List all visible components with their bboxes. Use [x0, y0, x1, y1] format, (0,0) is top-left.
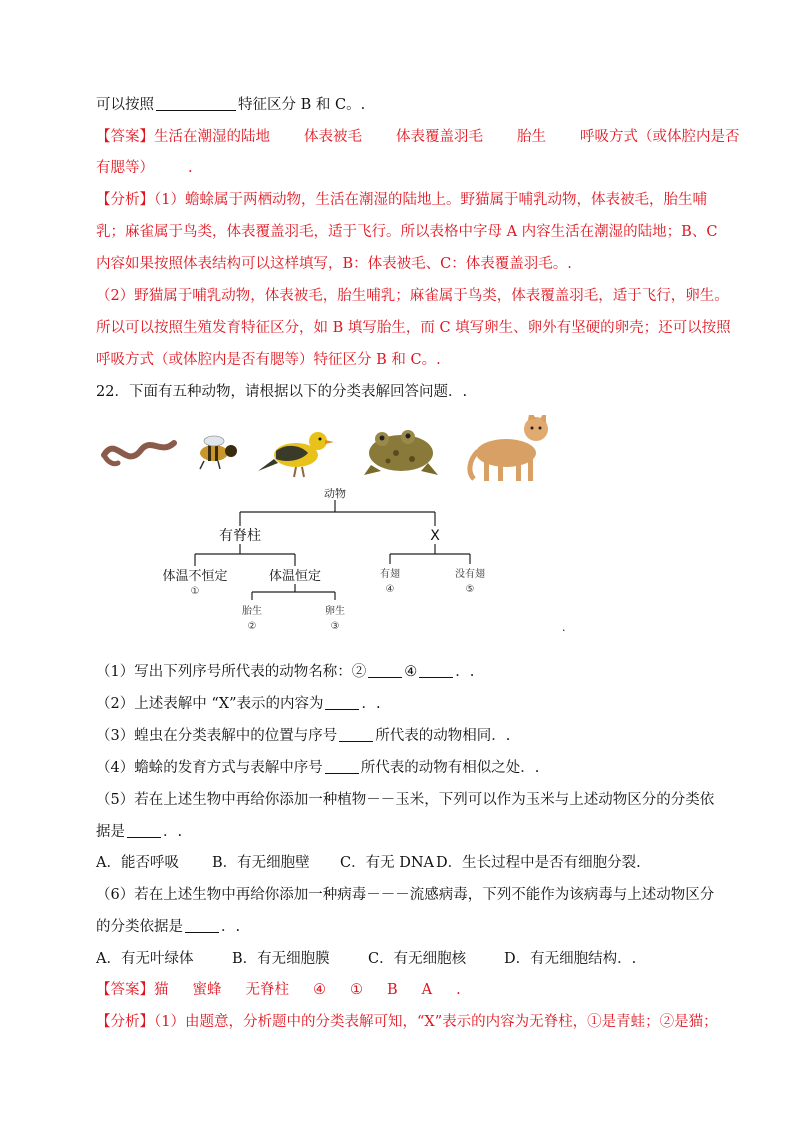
- tree-vertebrate: 有脊柱: [219, 528, 261, 544]
- q22-sub6-line2: 的分类依据是 ．.: [96, 919, 241, 935]
- q21-analysis-line-6: 呼吸方式（或体腔内是否有腮等）特征区分 B 和 C。.: [96, 352, 441, 368]
- option-d: D．有无细胞结构．.: [504, 951, 637, 967]
- q22-sub3: （3）蝗虫在分类表解中的位置与序号 所代表的动物相同．.: [96, 728, 511, 744]
- tree-num-2: ②: [247, 621, 257, 632]
- option-b: B．有无细胞膜: [232, 951, 330, 967]
- q21-last-line: 可以按照 特征区分 B 和 C。.: [96, 97, 366, 113]
- answer-blank: [339, 727, 373, 742]
- q22-sub5-line1: （5）若在上述生物中再给你添加一种植物－－玉米，下列可以作为玉米与上述动物区分的分类依: [96, 792, 715, 808]
- q22-sub5-line2: 据是 ．.: [96, 824, 183, 840]
- tree-num-5: ⑤: [465, 584, 475, 595]
- tree-wingless: 没有翅: [455, 569, 485, 580]
- answer-blank: [368, 663, 402, 678]
- q22-sub4: （4）蟾蜍的发育方式与表解中序号 所代表的动物有相似之处．.: [96, 760, 540, 776]
- bird-icon: [258, 432, 334, 477]
- q22-sub6-options: [96, 949, 716, 969]
- tree-winged: 有翅: [380, 569, 400, 580]
- tree-x: X: [430, 528, 440, 544]
- option-c: C．有无细胞核: [368, 951, 467, 967]
- tree-cold-blooded: 体温不恒定: [162, 569, 228, 584]
- tree-warm-blooded: 体温恒定: [268, 569, 322, 584]
- q22-stem: 22．下面有五种动物，请根据以下的分类表解回答问题．.: [96, 384, 468, 400]
- answer-blank: [185, 918, 219, 933]
- q21-analysis-line-4: （2）野猫属于哺乳动物，体表被毛，胎生哺乳；麻雀属于鸟类，体表覆盖羽毛，适于飞行，卵生。: [96, 288, 729, 304]
- q21-analysis-line-1: 【分析】（1）蟾蜍属于两栖动物，生活在潮湿的陆地上。野猫属于哺乳动物，体表被毛，胎生哺: [96, 192, 707, 208]
- tree-viviparous: 胎生: [242, 606, 262, 617]
- trailing-dot: .: [562, 621, 566, 634]
- tree-root: 动物: [324, 488, 346, 500]
- answer-blank: [156, 96, 236, 111]
- answer-blank: [127, 823, 161, 838]
- option-a: A．有无叶绿体: [96, 951, 194, 967]
- q21-answer: 【答案】生活在潮湿的陆地 体表被毛 体表覆盖羽毛 胎生 呼吸方式（或体腔内是否: [96, 129, 740, 145]
- q22-analysis: 【分析】（1）由题意，分析题中的分类表解可知，“X”表示的内容为无脊柱，①是青蛙；②是猫；: [96, 1014, 718, 1030]
- tree-num-3: ③: [330, 621, 340, 632]
- q22-sub2: （2）上述表解中 “X”表示的内容为 ．.: [96, 696, 381, 712]
- q21-answer-cont: 有腮等） .: [96, 160, 193, 176]
- q22-sub6-line1: （6）若在上述生物中再给你添加一种病毒－－－流感病毒，下列不能作为该病毒与上述动物区分: [96, 887, 715, 903]
- answer-blank: [419, 663, 453, 678]
- cat-icon: [470, 415, 548, 481]
- frog-icon: [364, 430, 438, 475]
- answer-blank: [325, 759, 359, 774]
- earthworm-icon: [104, 443, 174, 464]
- q22-sub1: （1）写出下列序号所代表的动物名称：② ④ ．.: [96, 664, 475, 680]
- q22-answer: 【答案】猫 蜜蜂 无脊柱 ④ ① B A .: [96, 982, 461, 998]
- tree-num-1: ①: [190, 586, 200, 597]
- classification-tree: [150, 488, 570, 638]
- q21-analysis-line-5: 所以可以按照生殖发育特征区分，如 B 填写胎生，而 C 填写卵生、卵外有坚硬的卵壳；还可以按照: [96, 320, 731, 336]
- bee-icon: [200, 436, 237, 469]
- q22-sub5-options: [96, 853, 716, 873]
- q21-analysis-line-2: 乳；麻雀属于鸟类，体表覆盖羽毛，适于飞行。所以表格中字母 A 内容生活在潮湿的陆地；B、C: [96, 224, 718, 240]
- option-c: C．有无 DNA: [340, 855, 434, 871]
- tree-num-4: ④: [385, 584, 395, 595]
- option-b: B．有无细胞壁: [212, 855, 310, 871]
- animal-images: [96, 415, 556, 485]
- tree-oviparous: 卵生: [325, 606, 345, 617]
- answer-blank: [325, 695, 359, 710]
- q21-analysis-line-3: 内容如果按照体表结构可以这样填写，B：体表被毛、C：体表覆盖羽毛。.: [96, 256, 572, 272]
- option-a: A．能否呼吸: [96, 855, 179, 871]
- option-d: D．生长过程中是否有细胞分裂.: [436, 855, 641, 871]
